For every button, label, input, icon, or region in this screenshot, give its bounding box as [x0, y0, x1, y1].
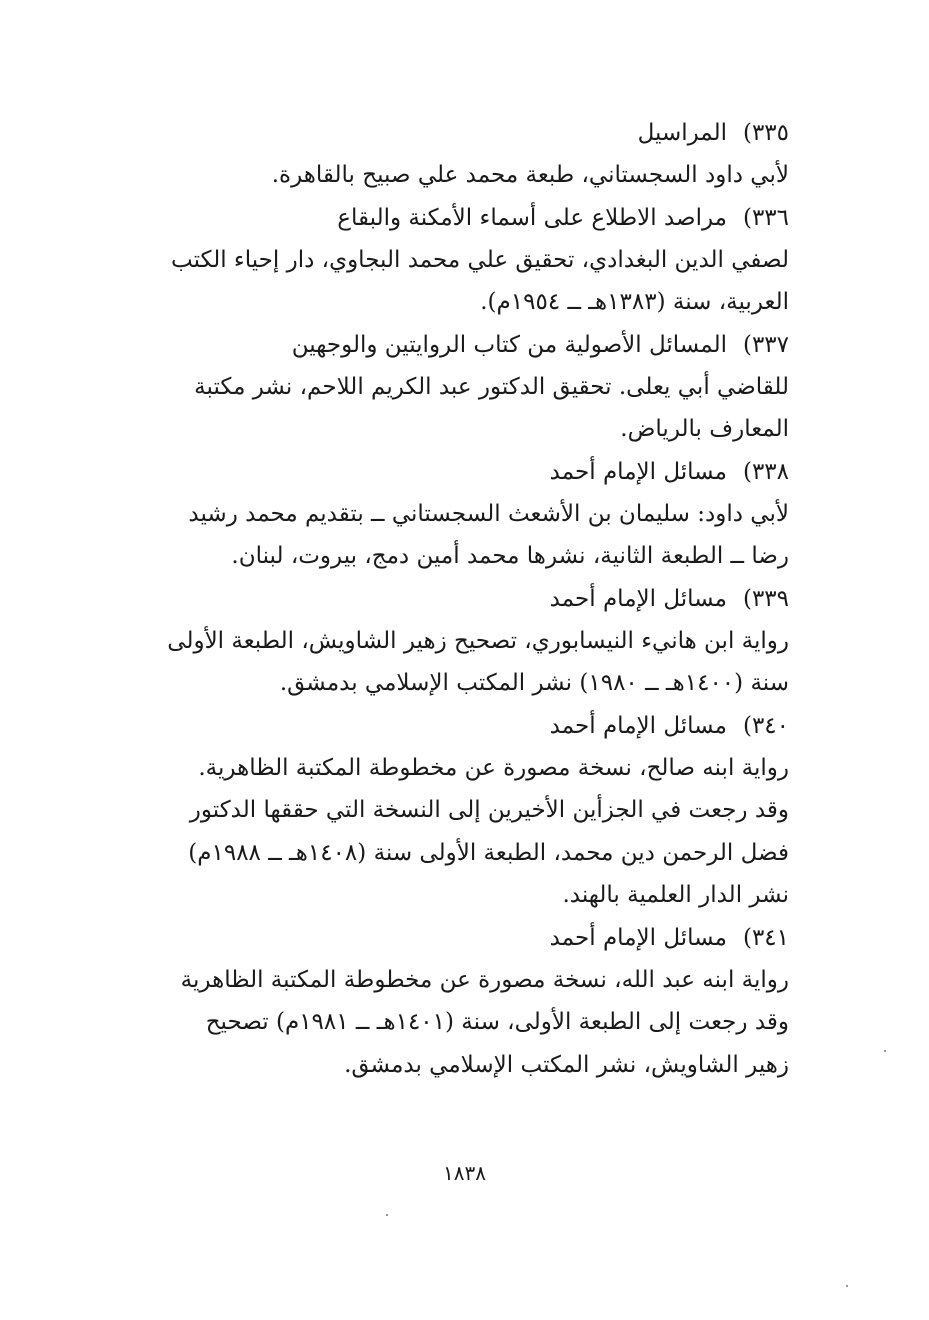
entry-description — [134, 239, 789, 324]
entry-description — [134, 366, 789, 451]
page-number: ١٨٣٨ — [443, 1161, 486, 1185]
entry-heading — [134, 112, 789, 154]
entry-line: لأبي داود: سليمان بن الأشعث السجستاني ــ بتقديم محمد رشيد — [188, 500, 789, 527]
entry-description — [134, 493, 789, 578]
bibliography-entry — [134, 112, 789, 197]
entry-line: زهير الشاويش، نشر المكتب الإسلامي بدمشق. — [344, 1051, 789, 1078]
entry-description — [134, 620, 789, 705]
entry-title: مسائل الإمام أحمد — [549, 458, 727, 485]
bibliography-entry — [134, 197, 789, 324]
entry-line: لأبي داود السجستاني، طبعة محمد علي صبيح بالقاهرة. — [271, 162, 789, 188]
entry-number: ٣٣٩) — [742, 585, 789, 612]
bibliography-entry — [134, 917, 789, 1087]
entry-line: العربية، سنة (١٣٨٣هـ ــ ١٩٥٤م). — [480, 289, 789, 315]
entry-description — [134, 959, 789, 1087]
entry-heading — [134, 705, 789, 747]
scan-speck — [846, 1285, 848, 1287]
entry-line: رواية ابن هانيء النيسابوري، تصحيح زهير الشاويش، الطبعة الأولى — [167, 627, 789, 654]
entry-description — [134, 747, 789, 917]
bibliography-entry — [134, 451, 789, 578]
bibliography-list — [134, 112, 789, 1086]
entry-line: نشر الدار العلمية بالهند. — [562, 882, 789, 908]
entry-heading — [134, 197, 789, 239]
entry-number: ٣٤١) — [742, 924, 789, 951]
entry-line: للقاضي أبي يعلى. تحقيق الدكتور عبد الكريم اللاحم، نشر مكتبة — [194, 373, 789, 400]
bibliography-entry — [134, 578, 789, 705]
entry-title: مسائل الإمام أحمد — [549, 924, 727, 951]
entry-line: رضا ــ الطبعة الثانية، نشرها محمد أمين دمج، بيروت، لبنان. — [231, 543, 789, 569]
entry-line: رواية ابنه عبد الله، نسخة مصورة عن مخطوطة المكتبة الظاهرية — [180, 966, 789, 993]
entry-title: مسائل الإمام أحمد — [549, 585, 727, 612]
entry-number: ٣٣٧) — [742, 331, 789, 358]
entry-line: وقد رجعت إلى الطبعة الأولى، سنة (١٤٠١هـ ــ ١٩٨١م) تصحيح — [205, 1009, 789, 1035]
entry-line: رواية ابنه صالح، نسخة مصورة عن مخطوطة المكتبة الظاهرية. — [198, 754, 789, 781]
bibliography-entry — [134, 324, 789, 451]
entry-title: مراصد الاطلاع على أسماء الأمكنة والبقاع — [337, 204, 727, 231]
scan-speck — [884, 1050, 886, 1052]
entry-heading — [134, 917, 789, 959]
entry-number: ٣٣٨) — [742, 458, 789, 485]
entry-line: المعارف بالرياض. — [620, 416, 789, 442]
entry-number: ٣٣٦) — [742, 204, 789, 231]
entry-heading — [134, 324, 789, 366]
entry-line: وقد رجعت في الجزأين الأخيرين إلى النسخة التي حققها الدكتور — [189, 797, 789, 823]
entry-line: فضل الرحمن دين محمد، الطبعة الأولى سنة (١٤٠٨هـ ــ ١٩٨٨م) — [188, 839, 789, 866]
entry-number: ٣٤٠) — [742, 712, 789, 739]
bibliography-entry — [134, 705, 789, 917]
entry-line: سنة (١٤٠٠هـ ــ ١٩٨٠) نشر المكتب الإسلامي بدمشق. — [279, 670, 789, 696]
entry-description — [134, 154, 789, 197]
entry-heading — [134, 578, 789, 620]
entry-heading — [134, 451, 789, 493]
entry-number: ٣٣٥) — [742, 120, 789, 146]
entry-title: المراسيل — [637, 120, 727, 146]
entry-line: لصفي الدين البغدادي، تحقيق علي محمد البجاوي، دار إحياء الكتب — [170, 246, 789, 273]
scan-speck — [386, 1214, 388, 1216]
entry-title: المسائل الأصولية من كتاب الروايتين والوجهين — [291, 331, 727, 358]
entry-title: مسائل الإمام أحمد — [549, 712, 727, 739]
